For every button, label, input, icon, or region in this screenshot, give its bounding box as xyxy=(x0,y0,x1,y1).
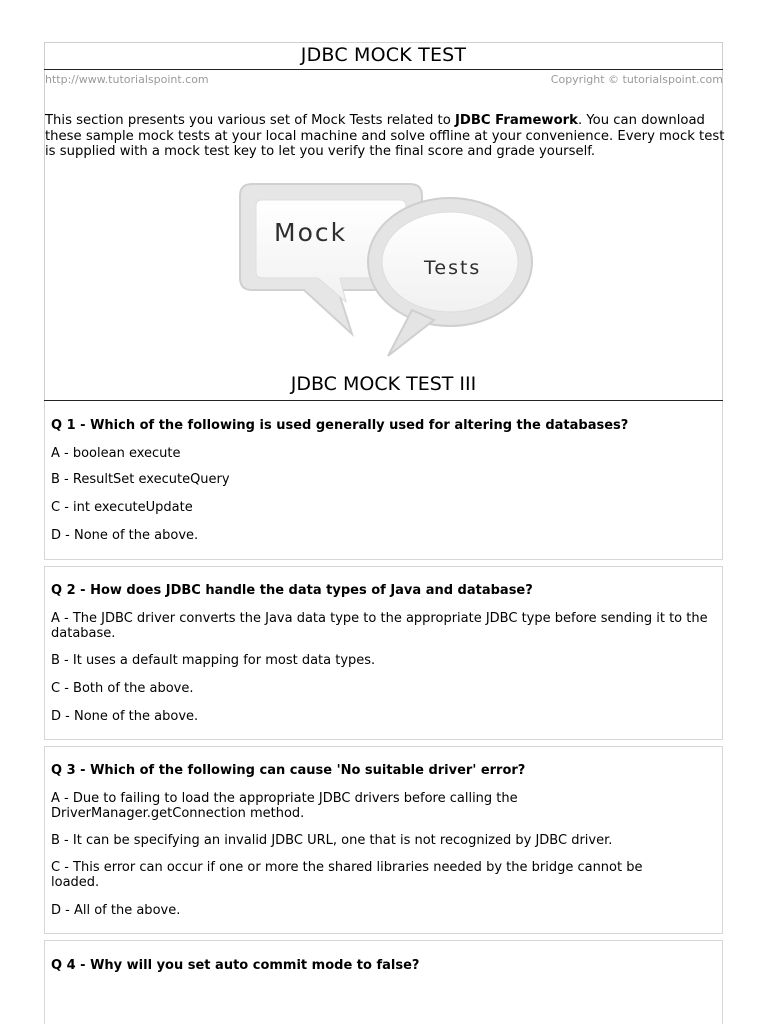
question-card-3 xyxy=(44,746,723,934)
answer-option-d[interactable]: D - All of the above. xyxy=(51,903,181,918)
question-card-4 xyxy=(44,940,723,1024)
question-text: Q 4 - Why will you set auto commit mode to false? xyxy=(51,958,420,973)
answer-option-a[interactable]: A - boolean execute xyxy=(51,446,181,461)
answer-option-a[interactable]: A - Due to failing to load the appropriate JDBC drivers before calling the DriverManager.getConnection method. xyxy=(51,791,518,821)
speech-bubbles-icon xyxy=(234,170,534,360)
title-divider xyxy=(44,69,723,70)
answer-option-d[interactable]: D - None of the above. xyxy=(51,709,199,724)
intro-paragraph xyxy=(45,113,725,160)
answer-option-c[interactable]: C - This error can occur if one or more the shared libraries needed by the bridge cannot be loaded. xyxy=(51,860,643,890)
answer-option-d[interactable]: D - None of the above. xyxy=(51,528,199,543)
logo-word-mock: Mock xyxy=(274,218,348,247)
answer-option-b[interactable]: B - ResultSet executeQuery xyxy=(51,472,230,487)
answer-option-b[interactable]: B - It can be specifying an invalid JDBC URL, one that is not recognized by JDBC driver. xyxy=(51,833,613,848)
intro-text-after: . You can download these sample mock tests at your local machine and solve offline at your convenience. Every mock test is supplied with a mock test key to let you verify the final score and grade yourself. xyxy=(45,113,725,159)
question-card-1 xyxy=(44,401,723,560)
document-title: JDBC MOCK TEST xyxy=(300,44,467,66)
copyright-notice: Copyright © tutorialspoint.com xyxy=(550,73,723,86)
question-text: Q 3 - Which of the following can cause 'No suitable driver' error? xyxy=(51,763,526,778)
answer-option-b[interactable]: B - It uses a default mapping for most data types. xyxy=(51,653,376,668)
mock-tests-logo xyxy=(234,170,534,360)
question-text: Q 2 - How does JDBC handle the data types of Java and database? xyxy=(51,583,533,598)
answer-option-c[interactable]: C - Both of the above. xyxy=(51,681,194,696)
question-text: Q 1 - Which of the following is used generally used for altering the databases? xyxy=(51,418,629,433)
answer-option-a[interactable]: A - The JDBC driver converts the Java data type to the appropriate JDBC type before sending it to the database. xyxy=(51,611,708,641)
answer-option-c[interactable]: C - int executeUpdate xyxy=(51,500,193,515)
question-card-2 xyxy=(44,566,723,740)
site-url[interactable]: http://www.tutorialspoint.com xyxy=(45,73,209,86)
intro-text-before: This section presents you various set of Mock Tests related to xyxy=(45,113,455,128)
intro-text-bold: JDBC Framework xyxy=(454,113,578,128)
logo-word-tests: Tests xyxy=(424,257,482,279)
section-title: JDBC MOCK TEST III xyxy=(290,373,477,395)
